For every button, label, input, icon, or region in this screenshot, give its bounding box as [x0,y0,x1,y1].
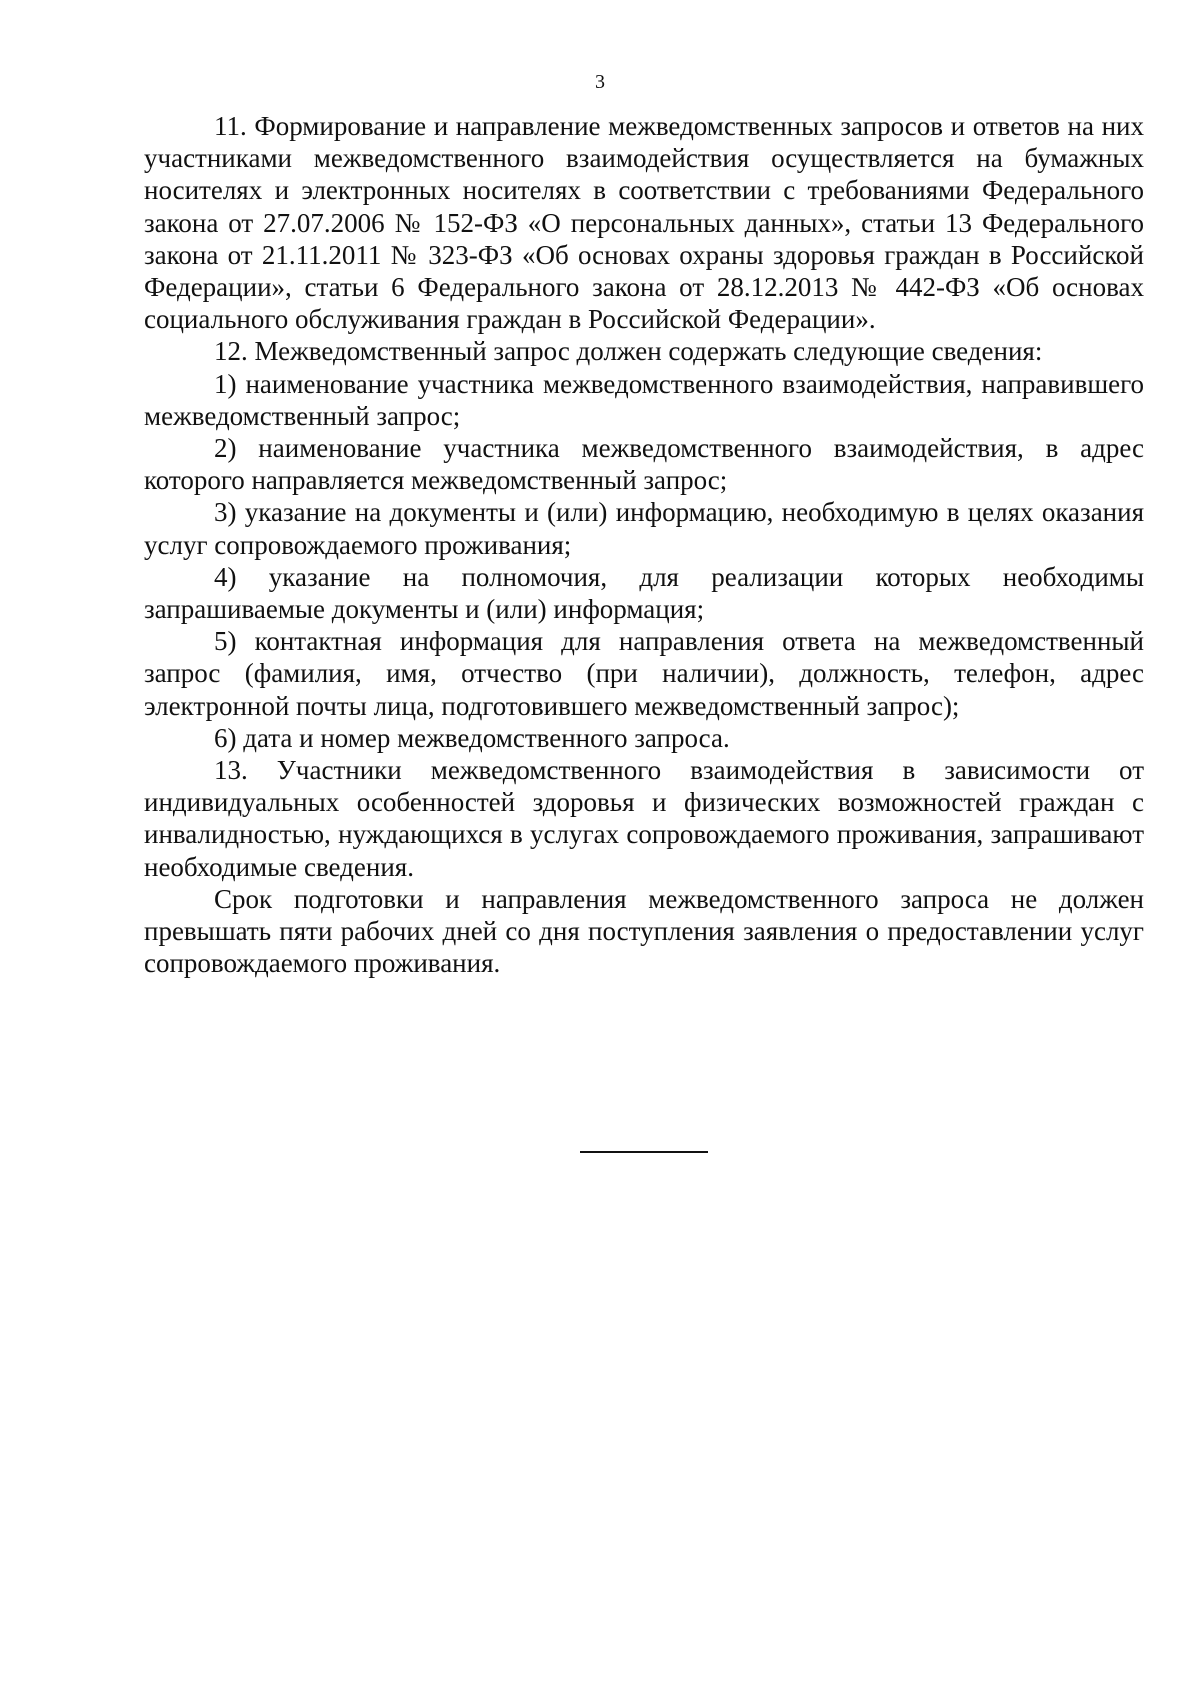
list-item-5: 5) контактная информация для направления ответа на межведомственный запрос (фамилия, имя, отчество (при наличии), должность, телефон, адрес электронной почты лица, подготовившего межведомственный запрос); [144,626,1144,721]
end-divider [580,1151,708,1153]
list-item-6: 6) дата и номер межведомственного запроса. [214,722,730,753]
paragraph-13: 13. Участники межведомственного взаимодействия в зависимости от индивидуальных особенностей здоровья и физических возможностей граждан с инвалидностью, нуждающихся в услугах сопровождаемого проживания, запрашивают необходимые сведения. [144,755,1144,882]
page-number: 3 [595,71,605,93]
list-item-4: 4) указание на полномочия, для реализации которых необходимы запрашиваемые документы и (или) информация; [144,561,1144,625]
paragraph-12: 12. Межведомственный запрос должен содержать следующие сведения: [214,336,1043,367]
document-body [144,110,1144,979]
list-item-2: 2) наименование участника межведомственного взаимодействия, в адрес которого направляется межведомственный запрос; [144,433,1144,496]
paragraph-11: 11. Формирование и направление межведомственных запросов и ответов на них участниками межведомственного взаимодействия осуществляется на бумажных носителях и электронных носителях в соответствии с требованиями Федерального закона от 27.07.2006 № 152-ФЗ «О персональных данных», статьи 13 Федерального закона от 21.11.2011 № 323-ФЗ «Об основах охраны здоровья граждан в Российской Федерации», статьи 6 Федерального закона от 28.12.2013 № 442-ФЗ «Об основах социального обслуживания граждан в Российской Федерации». [144,111,1144,335]
list-item-1: 1) наименование участника межведомственного взаимодействия, направившего межведомственный запрос; [144,368,1144,431]
list-item-3: 3) указание на документы и (или) информацию, необходимую в целях оказания услуг сопровождаемого проживания; [144,497,1144,560]
paragraph-deadline: Срок подготовки и направления межведомственного запроса не должен превышать пяти рабочих дней со дня поступления заявления о предоставлении услуг сопровождаемого проживания. [144,883,1144,979]
